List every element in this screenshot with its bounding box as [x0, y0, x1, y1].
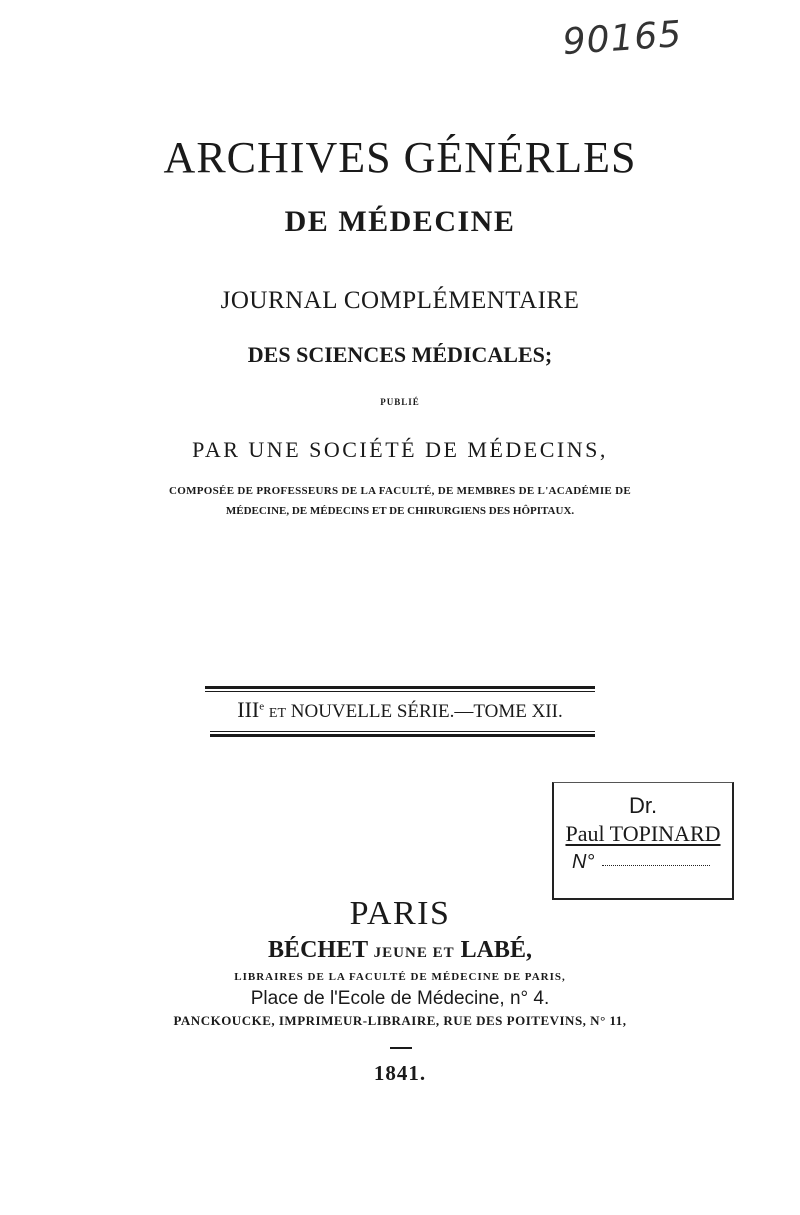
library-stamp	[552, 782, 734, 900]
bottom-double-rule-thick	[210, 734, 595, 737]
composition-line-2: MÉDECINE, DE MÉDECINS ET DE CHIRURGIENS DES HÔPITAUX.	[225, 505, 575, 517]
imprint-publisher	[0, 937, 800, 964]
serie-et: ET	[268, 706, 287, 721]
stamp-number-label: N°	[572, 851, 595, 873]
handwritten-shelf-number: 90165	[561, 13, 684, 64]
stamp-name-text: Paul TOPINARD	[565, 821, 721, 846]
serie-line	[0, 697, 800, 723]
title-line-1: ARCHIVES GÉNÉRLES	[163, 133, 637, 182]
imprint-printer: PANCKOUCKE, IMPRIMEUR-LIBRAIRE, RUE DES POITEVINS, N° 11,	[173, 1013, 627, 1028]
top-double-rule-thick	[205, 686, 595, 689]
imprint-libraires: LIBRAIRES DE LA FACULTÉ DE MÉDECINE DE PARIS,	[234, 971, 566, 983]
societe-line: PAR UNE SOCIÉTÉ DE MÉDECINS,	[192, 437, 608, 462]
stamp-title: Dr.	[628, 793, 658, 818]
year-dash	[390, 1047, 412, 1049]
imprint-address: Place de l'Ecole de Médecine, n° 4.	[250, 988, 550, 1009]
serie-rest: NOUVELLE SÉRIE.—TOME XII.	[290, 701, 563, 722]
stamp-name	[554, 821, 732, 847]
publisher-name-c: LABÉ,	[460, 937, 532, 963]
title-line-2: DE MÉDECINE	[284, 205, 516, 238]
serie-sup: e	[259, 700, 265, 713]
top-double-rule-thin	[205, 691, 595, 692]
publie-label: PUBLIÉ	[380, 397, 420, 407]
imprint-city: PARIS	[349, 895, 451, 932]
subtitle-line-1: JOURNAL COMPLÉMENTAIRE	[220, 287, 580, 314]
publisher-name-b: JEUNE ET	[373, 945, 455, 961]
publisher-name-a: BÉCHET	[268, 937, 368, 963]
stamp-number-dots	[602, 865, 710, 866]
imprint-year: 1841.	[373, 1061, 427, 1085]
composition-line-1: COMPOSÉE DE PROFESSEURS DE LA FACULTÉ, DE MEMBRES DE L'ACADÉMIE DE	[168, 485, 631, 497]
bottom-double-rule-thin	[210, 731, 595, 732]
serie-roman: III	[237, 697, 260, 722]
subtitle-line-2: DES SCIENCES MÉDICALES;	[247, 342, 553, 367]
